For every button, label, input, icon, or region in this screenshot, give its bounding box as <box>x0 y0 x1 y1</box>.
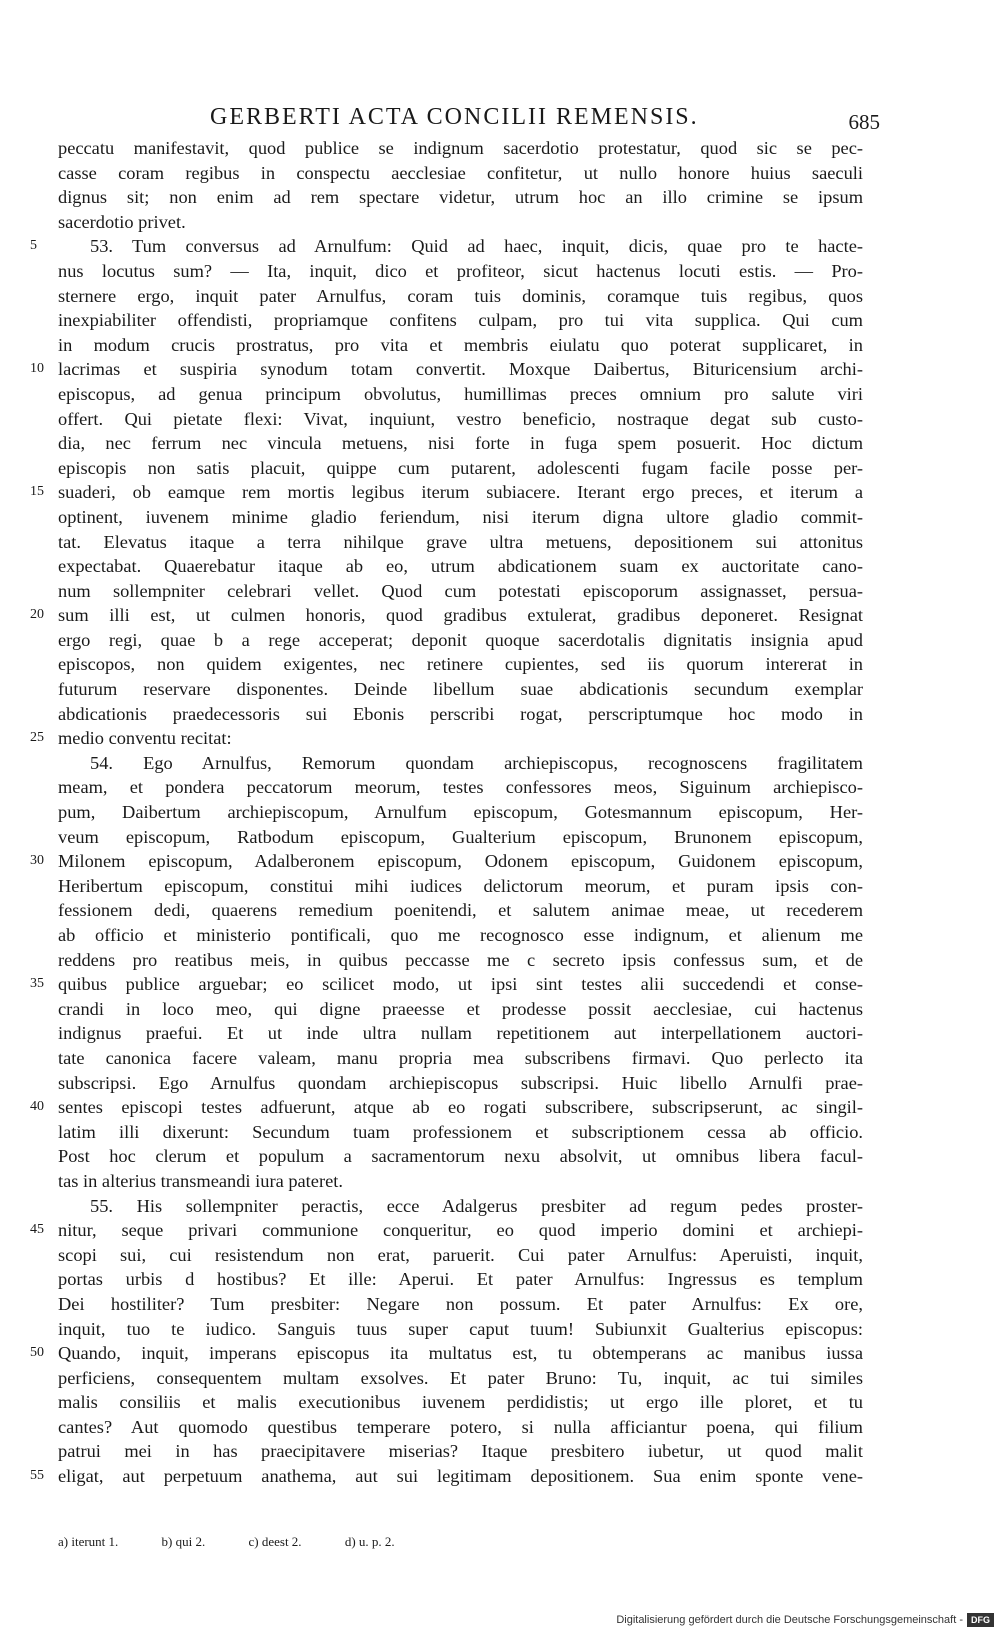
text-line <box>30 1218 863 1243</box>
line-text: suaderi, ob eamque rem mortis legibus iterum subiacere. Iterant ergo preces, et iterum a <box>58 482 863 503</box>
text-line <box>30 726 863 751</box>
credit-text: Digitalisierung gefördert durch die Deutsche Forschungsgemeinschaft - <box>616 1614 963 1626</box>
text-line <box>58 161 863 186</box>
text-line <box>30 849 863 874</box>
text-line <box>58 775 863 800</box>
text-line <box>58 1046 863 1071</box>
text-line <box>58 1439 863 1464</box>
line-text: Dei hostiliter? Tum presbiter: Negare non possum. Et pater Arnulfus: Ex ore, <box>58 1293 863 1314</box>
footnote: d) u. p. 2. <box>344 1534 395 1549</box>
line-text: optinent, iuvenem minime gladio feriendum, nisi iterum digna ultore gladio commit- <box>58 506 863 527</box>
text-line <box>30 480 863 505</box>
footnotes <box>58 1534 435 1550</box>
text-line <box>30 603 863 628</box>
text-line <box>58 136 863 161</box>
text-line <box>58 677 863 702</box>
line-text: 53. Tum conversus ad Arnulfum: Quid ad haec, inquit, dicis, quae pro te hacte- <box>90 236 863 257</box>
text-line <box>30 1341 863 1366</box>
line-text: lacrimas et suspiria synodum totam convertit. Moxque Daibertus, Bituricensium archi- <box>58 359 863 380</box>
line-text: nitur, seque privari communione conqueritur, eo quod imperio domini et archiepi- <box>58 1220 863 1241</box>
line-text: sum illi est, ut culmen honoris, quod gradibus extulerat, gradibus deponeret. Resignat <box>58 605 863 626</box>
text-line <box>58 800 863 825</box>
text-line <box>58 382 863 407</box>
line-number: 20 <box>30 607 44 623</box>
text-line <box>58 1169 863 1194</box>
text-line <box>58 1390 863 1415</box>
line-text: indignus praefui. Et ut inde ultra nullam repetitionem aut interpellationem auctori- <box>58 1023 863 1044</box>
line-text: 54. Ego Arnulfus, Remorum quondam archiepiscopus, recognoscens fragilitatem <box>90 752 863 773</box>
line-text: patrui mei in has praecipitavere miserias? Itaque presbitero iubetur, ut quod malit <box>58 1441 863 1462</box>
line-text: expectabat. Quaerebatur itaque ab eo, utrum abdicationem suam ex auctoritate cano- <box>58 556 863 577</box>
text-line <box>58 1021 863 1046</box>
text-line <box>58 702 863 727</box>
line-text: scopi sui, cui resistendum non erat, paruerit. Cui pater Arnulfus: Aperuisti, inquit, <box>58 1244 863 1265</box>
line-text: reddens pro reatibus meis, in quibus peccasse me c secreto ipsis confessus sum, et de <box>58 949 863 970</box>
dfg-logo-icon: DFG <box>967 1613 994 1627</box>
line-number: 40 <box>30 1099 44 1115</box>
line-text: 55. His sollempniter peractis, ecce Adalgerus presbiter ad regum pedes proster- <box>90 1195 863 1216</box>
text-line <box>58 407 863 432</box>
text-line <box>58 554 863 579</box>
line-text: nus locutus sum? — Ita, inquit, dico et profiteor, sicut hactenus locuti estis. — Pro- <box>58 260 863 281</box>
line-text: subscripsi. Ego Arnulfus quondam archiepiscopus subscripsi. Huic libello Arnulfi prae- <box>58 1072 863 1093</box>
line-text: tate canonica facere valeam, manu propria mea subscribens firmavi. Quo perlecto ita <box>58 1047 863 1068</box>
line-number: 55 <box>30 1468 44 1484</box>
text-line <box>30 357 863 382</box>
text-line <box>58 1267 863 1292</box>
line-number: 30 <box>30 853 44 869</box>
text-line <box>30 1095 863 1120</box>
line-text: in modum crucis prostratus, pro vita et membris eiulatu quo poterat supplicaret, in <box>58 334 863 355</box>
line-text: quibus publice arguebar; eo scilicet modo, ut ipsi sint testes alii succedendi et conse- <box>58 974 863 995</box>
line-text: ergo regi, quae b a rege acceperat; deponit quoque sacerdotalis dignitatis insignia apud <box>58 629 863 650</box>
text-line <box>58 628 863 653</box>
line-text: casse coram regibus in conspectu aecclesiae confitetur, ut nullo honore huius saeculi <box>58 162 863 183</box>
text-line <box>30 1464 863 1489</box>
text-line <box>58 1415 863 1440</box>
line-text: dignus sit; non enim ad rem spectare videtur, utrum hoc an illo crimine se ipsum <box>58 187 863 208</box>
text-line <box>58 652 863 677</box>
text-line <box>58 1243 863 1268</box>
text-line <box>58 898 863 923</box>
text-line <box>30 234 863 259</box>
text-line <box>58 308 863 333</box>
footnote: b) qui 2. <box>161 1534 206 1549</box>
line-text: crandi in loco meo, qui digne praeesse et prodesse possit aecclesiae, cui hactenus <box>58 998 863 1019</box>
line-text: perficiens, consequentem multam exsolves. Et pater Bruno: Tu, inquit, ac tui similes <box>58 1367 863 1388</box>
line-text: Quando, inquit, imperans episcopus ita multatus est, tu obtemperans ac manibus iussa <box>58 1343 863 1364</box>
text-body <box>30 136 863 1489</box>
line-text: portas urbis d hostibus? Et ille: Aperui. Et pater Arnulfus: Ingressus es templum <box>58 1269 863 1290</box>
text-line <box>58 333 863 358</box>
line-text: malis consiliis et malis executionibus iuvenem perdidistis; ut ergo ille ploret, et tu <box>58 1392 863 1413</box>
line-text: episcopis non satis placuit, quippe cum putarent, adolescenti fugam facile posse per- <box>58 457 863 478</box>
line-text: meam, et pondera peccatorum meorum, testes confessores meos, Siguinum archiepisco- <box>58 777 863 798</box>
text-line <box>58 948 863 973</box>
line-text: medio conventu recitat: <box>58 728 232 749</box>
text-line <box>58 579 863 604</box>
line-text: episcopos, non quidem exigentes, nec retinere cupientes, sed iis quorum intererat in <box>58 654 863 675</box>
line-text: abdicationis praedecessoris sui Ebonis perscribi rogat, perscriptumque hoc modo in <box>58 703 863 724</box>
text-line <box>58 505 863 530</box>
text-line <box>58 874 863 899</box>
text-line <box>58 923 863 948</box>
line-text: episcopus, ad genua principum obvolutus, humillimas preces omnium pro salute viri <box>58 383 863 404</box>
text-line <box>58 1144 863 1169</box>
line-text: peccatu manifestavit, quod publice se indignum sacerdotio protestatur, quod sic se pec- <box>58 138 863 158</box>
line-number: 5 <box>30 238 37 254</box>
digitization-credit <box>616 1613 994 1627</box>
text-line <box>58 1194 863 1219</box>
running-header <box>200 104 880 138</box>
line-number: 25 <box>30 730 44 746</box>
line-text: fessionem dedi, quaerens remedium poenitendi, et salutem animae meae, ut recederem <box>58 900 863 921</box>
line-text: inquit, tuo te iudico. Sanguis tuus super caput tuum! Subiunxit Gualterius episcopus: <box>58 1318 863 1339</box>
text-line <box>58 431 863 456</box>
line-text: veum episcopum, Ratbodum episcopum, Gualterium episcopum, Brunonem episcopum, <box>58 826 863 847</box>
line-text: dia, nec ferrum nec vincula metuens, nisi forte in fuga spem posuerit. Hoc dictum <box>58 433 863 454</box>
footnote: c) deest 2. <box>248 1534 302 1549</box>
text-line <box>58 1120 863 1145</box>
line-text: sacerdotio privet. <box>58 211 186 232</box>
line-text: num sollempniter celebrari vellet. Quod cum potestati episcoporum assignasset, persua- <box>58 580 863 601</box>
text-line <box>58 530 863 555</box>
line-text: eligat, aut perpetuum anathema, aut sui legitimam depositionem. Sua enim sponte vene- <box>58 1466 863 1487</box>
line-text: ab officio et ministerio pontificali, quo me recognosco esse indignum, et alienum me <box>58 925 863 945</box>
line-text: futurum reservare disponentes. Deinde libellum suae abdicationis secundum exemplar <box>58 679 863 700</box>
line-text: sternere ergo, inquit pater Arnulfus, coram tuis dominis, coramque tuis regibus, quos <box>58 285 863 306</box>
line-text: Heribertum episcopum, constitui mihi iudices delictorum meorum, et puram ipsis con- <box>58 875 863 896</box>
page-number: 685 <box>848 110 880 134</box>
text-line <box>58 1366 863 1391</box>
line-text: tas in alterius transmeandi iura pateret. <box>58 1170 343 1191</box>
text-line <box>58 259 863 284</box>
text-line <box>58 997 863 1022</box>
text-line <box>58 284 863 309</box>
header-title: GERBERTI ACTA CONCILII REMENSIS. <box>210 104 699 130</box>
text-line <box>58 1317 863 1342</box>
line-text: pum, Daibertum archiepiscopum, Arnulfum episcopum, Gotesmannum episcopum, Her- <box>58 802 863 823</box>
line-number: 10 <box>30 361 44 377</box>
line-number: 15 <box>30 484 44 500</box>
text-line <box>58 1292 863 1317</box>
line-number: 50 <box>30 1345 44 1361</box>
text-line <box>58 825 863 850</box>
line-text: Post hoc clerum et populum a sacramentorum nexu absolvit, ut omnibus libera facul- <box>58 1146 863 1167</box>
text-line <box>58 1071 863 1096</box>
line-text: tat. Elevatus itaque a terra nihilque grave ultra metuens, depositionem sui attonitus <box>58 531 863 552</box>
line-text: Milonem episcopum, Adalberonem episcopum, Odonem episcopum, Guidonem episcopum, <box>58 851 863 872</box>
text-line <box>30 972 863 997</box>
footnote: a) iterunt 1. <box>58 1534 119 1549</box>
text-line <box>58 210 863 235</box>
line-text: latim illi dixerunt: Secundum tuam professionem et subscriptionem cessa ab officio. <box>58 1121 863 1142</box>
line-text: sentes episcopi testes adfuerunt, atque ab eo rogati subscribere, subscripserunt, ac singil- <box>58 1097 863 1118</box>
line-text: cantes? Aut quomodo questibus temperare potero, si nulla afficiantur poena, qui filium <box>58 1416 863 1437</box>
line-number: 45 <box>30 1222 44 1238</box>
text-line <box>58 751 863 776</box>
line-text: inexpiabiliter offendisti, propriamque confitens culpam, pro tui vita supplica. Qui cum <box>58 310 863 331</box>
line-number: 35 <box>30 976 44 992</box>
line-text: offert. Qui pietate flexi: Vivat, inquiunt, vestro beneficio, nostraque degat sub custo- <box>58 408 863 429</box>
text-line <box>58 456 863 481</box>
text-line <box>58 185 863 210</box>
